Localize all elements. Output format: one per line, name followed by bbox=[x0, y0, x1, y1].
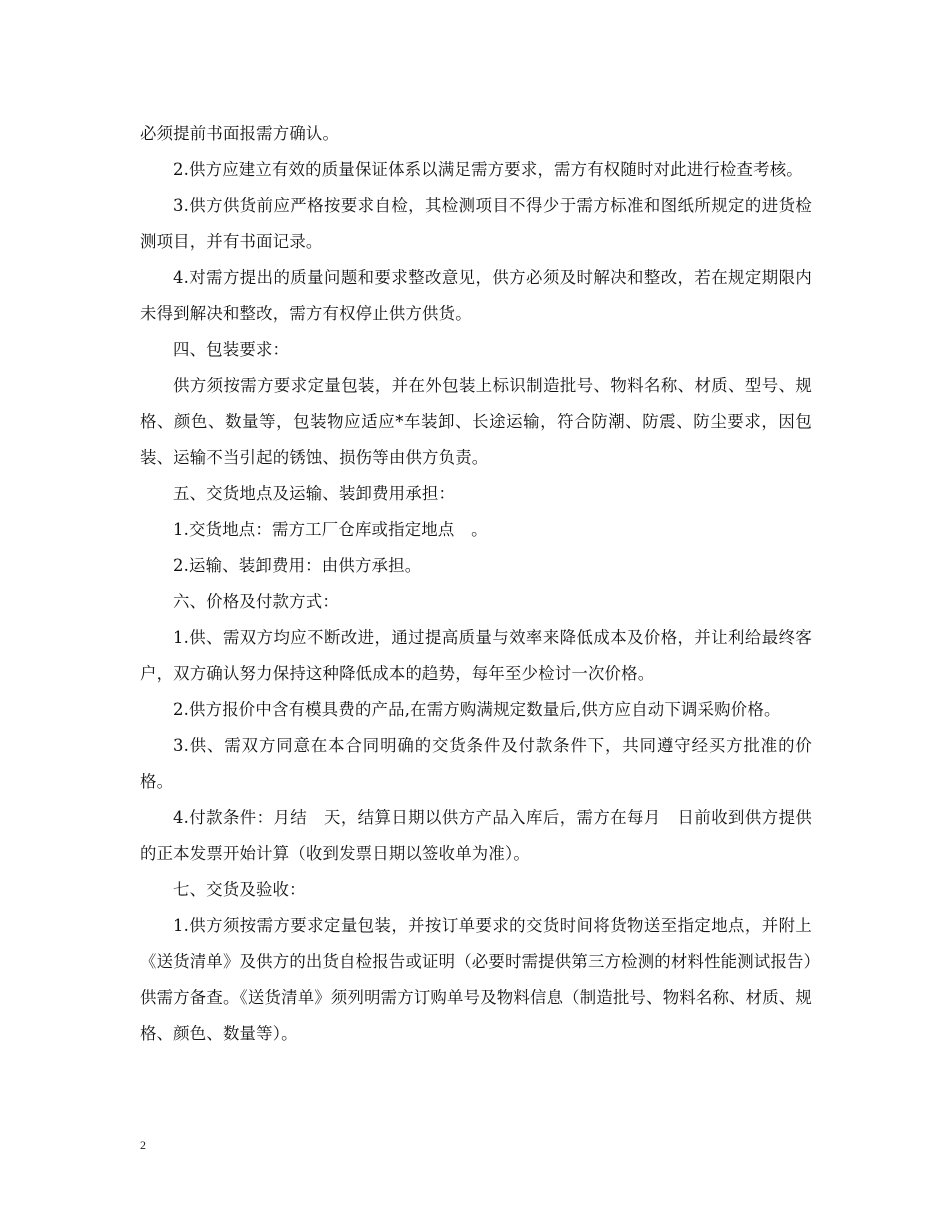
paragraph: 必须提前书面报需方确认。 bbox=[140, 124, 340, 143]
paragraph: 2.供方应建立有效的质量保证体系以满足需方要求，需方有权随时对此进行检查考核。 bbox=[173, 160, 803, 179]
paragraph: 1.交货地点：需方工厂仓库或指定地点 。 bbox=[173, 520, 488, 539]
paragraph: 4.付款条件：月结 天，结算日期以供方产品入库后，需方在每月 日前收到供方提供的正本发票开始计算（收到发票日期以签收单为准）。 bbox=[140, 808, 812, 863]
paragraph: 供方须按需方要求定量包装，并在外包装上标识制造批号、物料名称、材质、型号、规格、颜色、数量等，包装物应适应*车装卸、长途运输，符合防潮、防震、防尘要求，因包装、运输不当引起的锈蚀、损伤等由供方负责。 bbox=[140, 376, 812, 467]
paragraph: 4.对需方提出的质量问题和要求整改意见，供方必须及时解决和整改，若在规定期限内未得到解决和整改，需方有权停止供方供货。 bbox=[140, 268, 812, 323]
paragraph: 2.运输、装卸费用：由供方承担。 bbox=[173, 556, 422, 575]
paragraph: 3.供方供货前应严格按要求自检，其检测项目不得少于需方标准和图纸所规定的进货检测项目，并有书面记录。 bbox=[140, 196, 812, 251]
paragraph: 2.供方报价中含有模具费的产品,在需方购满规定数量后,供方应自动下调采购价格。 bbox=[173, 700, 781, 719]
section-heading: 六、价格及付款方式： bbox=[173, 592, 339, 611]
page-number: 2 bbox=[140, 1138, 146, 1152]
page-content bbox=[140, 116, 812, 1052]
section-heading: 七、交货及验收： bbox=[173, 880, 306, 899]
section-heading: 五、交货地点及运输、装卸费用承担： bbox=[173, 484, 456, 503]
paragraph: 3.供、需双方同意在本合同明确的交货条件及付款条件下，共同遵守经买方批准的价格。 bbox=[140, 736, 812, 791]
section-heading: 四、包装要求： bbox=[173, 340, 290, 359]
paragraph: 1.供、需双方均应不断改进，通过提高质量与效率来降低成本及价格，并让利给最终客户，双方确认努力保持这种降低成本的趋势，每年至少检讨一次价格。 bbox=[140, 628, 812, 683]
paragraph: 1.供方须按需方要求定量包装，并按订单要求的交货时间将货物送至指定地点，并附上《送货清单》及供方的出货自检报告或证明（必要时需提供第三方检测的材料性能测试报告）供需方备查。《送货清单》须列明需方订购单号及物料信息（制造批号、物料名称、材质、规格、颜色、数量等）。 bbox=[140, 916, 813, 1043]
